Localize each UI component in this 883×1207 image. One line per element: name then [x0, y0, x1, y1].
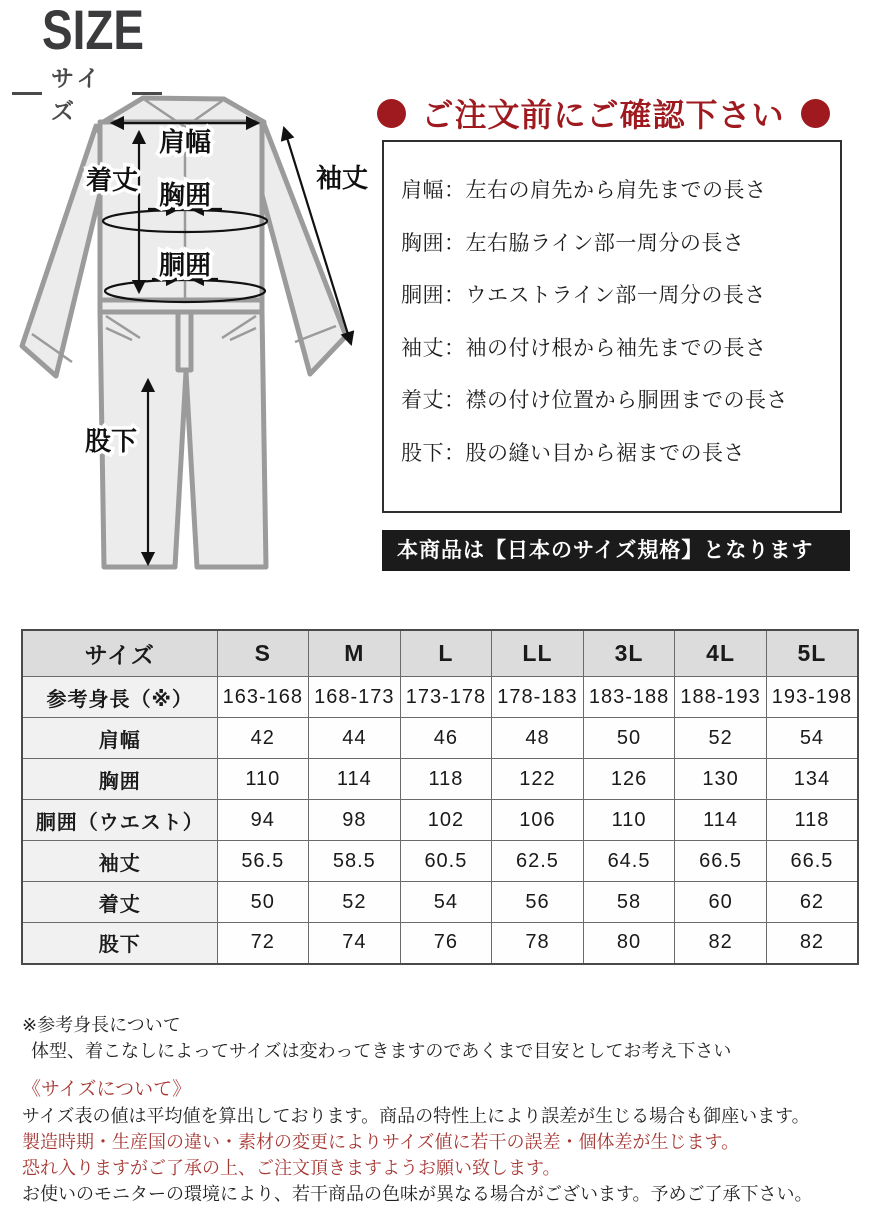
- page-title: SIZE: [42, 0, 145, 61]
- cell: 82: [675, 923, 767, 964]
- row-label: 参考身長（※）: [22, 677, 217, 718]
- size-table-header-row: [22, 630, 858, 677]
- cell: 98: [309, 800, 401, 841]
- confirm-heading-text: ご注文前にご確認下さい: [421, 97, 785, 133]
- row-label: 袖丈: [22, 841, 217, 882]
- table-row: [22, 923, 858, 964]
- cell: 64.5: [583, 841, 675, 882]
- cell: 54: [400, 882, 492, 923]
- col-header-size: サイズ: [22, 630, 217, 677]
- table-row: [22, 718, 858, 759]
- inseam-label: 股下: [84, 426, 138, 456]
- confirm-heading: [388, 94, 818, 132]
- cell: 54: [766, 718, 858, 759]
- waist-label: 胴囲: [158, 250, 212, 280]
- coverall-measurement-diagram: [8, 88, 383, 613]
- cell: 168-173: [309, 677, 401, 718]
- about-size-title: 《サイズについて》: [22, 1079, 192, 1100]
- cell: 58: [583, 882, 675, 923]
- cell: 130: [675, 759, 767, 800]
- cell: 46: [400, 718, 492, 759]
- cell: 78: [492, 923, 584, 964]
- definition-chest: 胸囲：左右脇ライン部一周分の長さ: [401, 231, 745, 255]
- cell: 193-198: [766, 677, 858, 718]
- left-sleeve-shape: [22, 126, 110, 376]
- definition-shoulder: 肩幅：左右の肩先から肩先までの長さ: [401, 179, 767, 202]
- cell: 118: [400, 759, 492, 800]
- definition-length: 着丈：襟の付け位置から胴囲までの長さ: [401, 389, 788, 412]
- red-dot-icon: [377, 99, 406, 128]
- col-header-4l: 4L: [675, 630, 767, 677]
- cell: 102: [400, 800, 492, 841]
- ref-height-note-body: 体型、着こなしによってサイズは変わってきますのであくまで目安としてお考え下さい: [31, 1041, 732, 1061]
- cell: 114: [675, 800, 767, 841]
- definition-sleeve: 袖丈：袖の付け根から袖先までの長さ: [401, 336, 767, 360]
- cell: 56: [492, 882, 584, 923]
- col-header-l: L: [400, 630, 492, 677]
- size-note-average: サイズ表の値は平均値を算出しております。商品の特性上により誤差が生じる場合も御座います。: [22, 1106, 810, 1126]
- cell: 122: [492, 759, 584, 800]
- cell: 62.5: [492, 841, 584, 882]
- col-header-ll: LL: [492, 630, 584, 677]
- cell: 94: [217, 800, 309, 841]
- cell: 72: [217, 923, 309, 964]
- col-header-m: M: [309, 630, 401, 677]
- size-note-apology: 恐れ入りますがご了承の上、ご注文頂きますようお願い致します。: [22, 1158, 561, 1178]
- cell: 42: [217, 718, 309, 759]
- monitor-color-note: お使いのモニターの環境により、若干商品の色味が異なる場合がございます。予めご了承下さい。: [22, 1184, 813, 1204]
- body-length-label: 着丈: [85, 165, 139, 195]
- cell: 60.5: [400, 841, 492, 882]
- ref-height-note-title: ※参考身長について: [22, 1015, 181, 1035]
- cell: 178-183: [492, 677, 584, 718]
- table-row: [22, 841, 858, 882]
- cell: 118: [766, 800, 858, 841]
- col-header-3l: 3L: [583, 630, 675, 677]
- cell: 106: [492, 800, 584, 841]
- cell: 50: [583, 718, 675, 759]
- cell: 52: [675, 718, 767, 759]
- cell: 50: [217, 882, 309, 923]
- cell: 44: [309, 718, 401, 759]
- cell: 82: [766, 923, 858, 964]
- spacer: [22, 1064, 867, 1077]
- sleeve-length-label: 袖丈: [315, 163, 369, 193]
- cell: 80: [583, 923, 675, 964]
- placket-shape: [178, 312, 191, 370]
- cell: 66.5: [766, 841, 858, 882]
- cell: 163-168: [217, 677, 309, 718]
- row-label: 胸囲: [22, 759, 217, 800]
- japan-size-banner: 本商品は【日本のサイズ規格】となります: [382, 530, 850, 571]
- table-row: [22, 800, 858, 841]
- row-label: 着丈: [22, 882, 217, 923]
- cell: 58.5: [309, 841, 401, 882]
- cell: 110: [217, 759, 309, 800]
- cell: 134: [766, 759, 858, 800]
- chest-label: 胸囲: [158, 180, 212, 210]
- size-table: [21, 629, 859, 965]
- cell: 183-188: [583, 677, 675, 718]
- cell: 56.5: [217, 841, 309, 882]
- cell: 74: [309, 923, 401, 964]
- size-note-variance: 製造時期・生産国の違い・素材の変更によりサイズ値に若干の誤差・個体差が生じます。: [22, 1132, 740, 1152]
- page-subtitle-label: サイズ: [51, 65, 104, 124]
- shoulder-width-label: 肩幅: [158, 127, 212, 157]
- cell: 76: [400, 923, 492, 964]
- footnotes: [22, 1012, 867, 1207]
- measurement-definitions-box: [382, 140, 842, 513]
- col-header-5l: 5L: [766, 630, 858, 677]
- row-label: 胴囲（ウエスト）: [22, 800, 217, 841]
- row-label: 股下: [22, 923, 217, 964]
- cell: 126: [583, 759, 675, 800]
- cell: 48: [492, 718, 584, 759]
- cell: 110: [583, 800, 675, 841]
- cell: 114: [309, 759, 401, 800]
- cell: 173-178: [400, 677, 492, 718]
- cell: 62: [766, 882, 858, 923]
- definition-waist: 胴囲：ウエストライン部一周分の長さ: [401, 284, 766, 307]
- table-row: [22, 882, 858, 923]
- table-row: [22, 677, 858, 718]
- definition-inseam: 股下：股の縫い目から裾までの長さ: [401, 441, 745, 465]
- cell: 52: [309, 882, 401, 923]
- cell: 188-193: [675, 677, 767, 718]
- cell: 66.5: [675, 841, 767, 882]
- cell: 60: [675, 882, 767, 923]
- row-label: 肩幅: [22, 718, 217, 759]
- red-dot-icon: [801, 99, 830, 128]
- col-header-s: S: [217, 630, 309, 677]
- table-row: [22, 759, 858, 800]
